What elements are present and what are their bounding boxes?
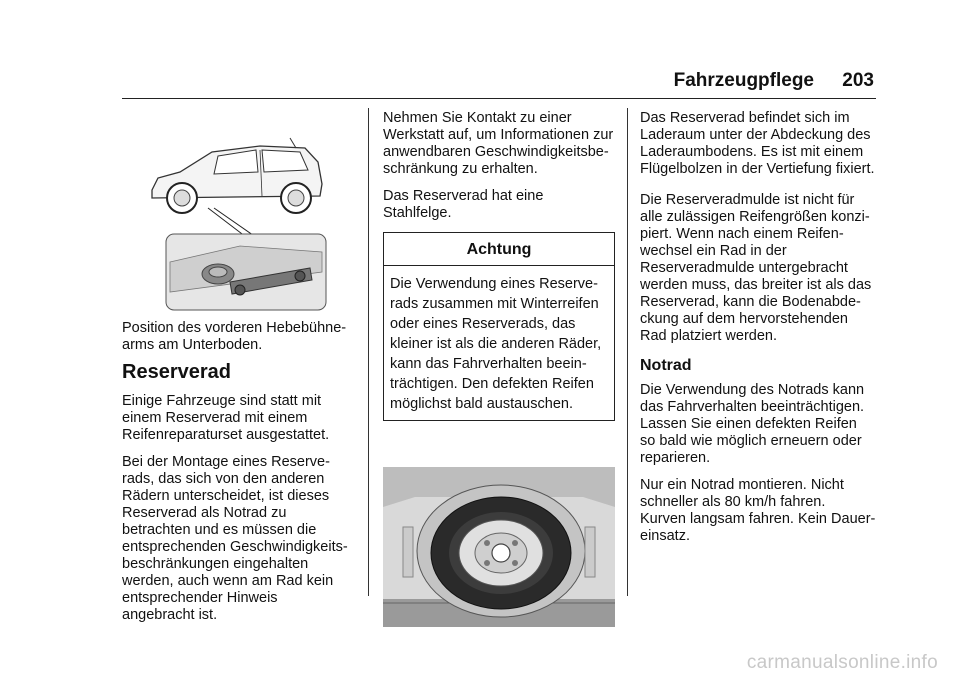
column-2 xyxy=(383,110,615,627)
column-divider-2 xyxy=(627,108,628,596)
column-3 xyxy=(640,110,876,555)
paragraph: Die Verwendung des Notrads kann das Fahrverhalten beeinträchtigen. Lassen Sie einen defekten Reifen so bald wie möglich erneuern oder reparieren. xyxy=(640,382,865,466)
paragraph: Das Reserverad befindet sich im Laderaum unter der Abdeckung des Laderaumbodens. Es ist mit einem Flügelbolzen in der Vertiefung fixiert. xyxy=(640,110,875,177)
page-header-title: Fahrzeugpflege xyxy=(673,70,814,91)
page-number: 203 xyxy=(842,70,874,91)
paragraph: Einige Fahrzeuge sind statt mit einem Reserverad mit einem Reifenreparaturset ausgestattet. xyxy=(122,393,330,443)
spare-wheel-illustration xyxy=(383,467,615,627)
warning-text: Die Verwendung eines Reserve- rads zusammen mit Winterreifen oder eines Reserverads, das kleiner ist als die anderen Räder, kann das Fahrverhalten beein- trächtigen. Den defekten Reifen möglichst bald austauschen. xyxy=(390,276,602,412)
paragraph: Die Reserveradmulde ist nicht für alle zulässigen Reifengrößen konzi- piert. Wenn nach einem Reifen- wechsel ein Rad in der Reserveradmulde untergebracht werden muss, das breiter ist als das Reserverad, kann die Bodenabde- ckung auf dem hervorstehenden Rad platziert werden. xyxy=(640,192,872,344)
column-divider-1 xyxy=(368,108,369,596)
section-heading-reserverad: Reserverad xyxy=(122,361,231,383)
subheading-notrad: Notrad xyxy=(640,357,692,374)
warning-box xyxy=(383,232,615,421)
paragraph: Bei der Montage eines Reserve- rads, das sich von den anderen Rädern unterscheidet, ist dieses Reserverad als Notrad zu betrachten und es müssen die entsprechenden Geschwindigkeits- beschränkungen eingehalten werden, auch wenn am Rad kein entsprechender Hinweis angebracht ist. xyxy=(122,454,348,623)
header-rule xyxy=(122,98,876,99)
watermark: carmanualsonline.info xyxy=(746,652,938,673)
figure-caption: Position des vorderen Hebebühne- arms am Unterboden. xyxy=(122,320,347,353)
paragraph: Nehmen Sie Kontakt zu einer Werkstatt auf, um Informationen zur anwendbaren Geschwindigkeitsbe- schränkung zu erhalten. xyxy=(383,110,614,177)
paragraph: Nur ein Notrad montieren. Nicht schneller als 80 km/h fahren. Kurven langsam fahren. Kein Dauer- einsatz. xyxy=(640,477,876,544)
column-1 xyxy=(122,110,354,634)
paragraph: Das Reserverad hat eine Stahlfelge. xyxy=(383,188,544,221)
car-lift-point-illustration xyxy=(140,122,340,312)
warning-title: Achtung xyxy=(384,233,614,266)
